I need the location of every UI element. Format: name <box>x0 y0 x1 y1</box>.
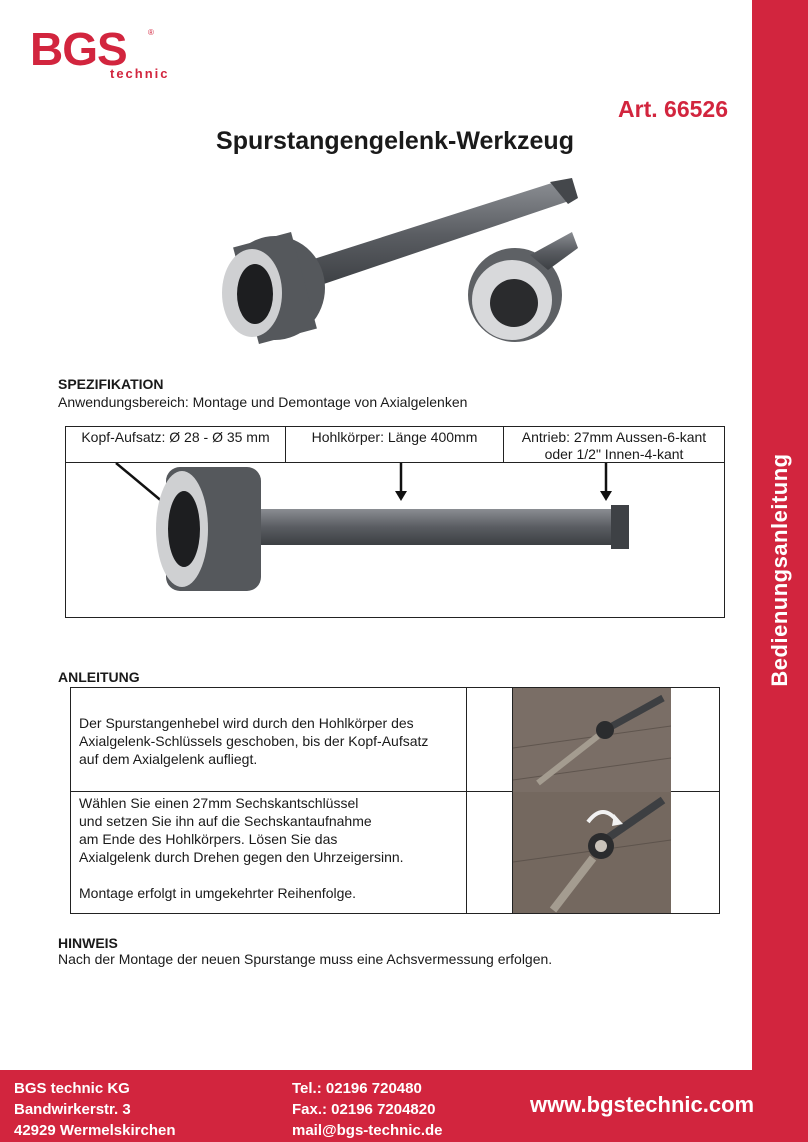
logo-subtext: technic <box>110 66 170 81</box>
step-2-line-2: und setzen Sie ihn auf die Sechskantaufnahme <box>79 813 372 829</box>
registered-mark: ® <box>148 28 154 37</box>
footer-website-link[interactable]: www.bgstechnic.com <box>530 1092 755 1117</box>
footer-city: 42929 Wermelskirchen <box>14 1122 176 1139</box>
instruction-step-2 <box>71 792 467 913</box>
step-2-line-1: Wählen Sie einen 27mm Sechskantschlüssel <box>79 795 359 811</box>
sidebar-label: Bedienungsanleitung <box>767 453 792 687</box>
step-1-line-2: Axialgelenk-Schlüssels geschoben, bis der Kopf-Aufsatz <box>79 733 429 749</box>
spec-table <box>65 426 725 618</box>
spacer-cell <box>671 688 719 792</box>
article-number: Art. 66526 <box>618 96 728 122</box>
note-text: Nach der Montage der neuen Spurstange muss eine Achsvermessung erfolgen. <box>58 951 553 967</box>
footer-fax: Fax.: 02196 7204820 <box>292 1101 436 1118</box>
brand-logo <box>30 22 170 84</box>
step-2-line-6: Montage erfolgt in umgekehrter Reihenfolge. <box>79 885 357 901</box>
step-1-line-3: auf dem Axialgelenk aufliegt. <box>79 751 258 767</box>
logo-text: BGS <box>30 23 127 75</box>
instruction-step-1 <box>71 688 467 792</box>
step-1-photo <box>513 688 671 792</box>
spec-length-text: Hohlkörper: Länge 400mm <box>311 429 478 445</box>
footer-mail[interactable]: mail@bgs-technic.de <box>292 1122 443 1139</box>
page-title: Spurstangengelenk-Werkzeug <box>216 127 574 155</box>
footer-tel: Tel.: 02196 720480 <box>292 1080 422 1097</box>
step-1-line-1: Der Spurstangenhebel wird durch den Hohlkörper des <box>79 715 414 731</box>
note-heading: HINWEIS <box>58 935 118 951</box>
footer-company: BGS technic KG <box>14 1080 130 1097</box>
spec-drive-line2: oder 1/2" Innen-4-kant <box>544 446 684 462</box>
spec-drive <box>504 427 724 463</box>
step-2-line-4: Axialgelenk durch Drehen gegen den Uhrzeigersinn. <box>79 849 404 865</box>
sidebar-band <box>752 0 808 1070</box>
spec-drive-line1: Antrieb: 27mm Aussen-6-kant <box>521 429 707 445</box>
step-2-photo <box>513 792 671 913</box>
instructions-heading: ANLEITUNG <box>58 669 140 685</box>
product-image <box>200 170 580 350</box>
spec-usage: Anwendungsbereich: Montage und Demontage von Axialgelenken <box>58 394 468 410</box>
pointer-arrow-head <box>116 463 164 503</box>
spec-head-size <box>66 427 286 463</box>
footer <box>0 1070 808 1142</box>
spacer-cell <box>467 688 513 792</box>
spacer-cell <box>467 792 513 913</box>
footer-street: Bandwirkerstr. 3 <box>14 1101 131 1118</box>
step-2-line-3: am Ende des Hohlkörpers. Lösen Sie das <box>79 831 338 847</box>
spec-size-text: Kopf-Aufsatz: Ø 28 - Ø 35 mm <box>81 429 270 445</box>
spec-heading: SPEZIFIKATION <box>58 376 164 392</box>
spec-tool-image <box>66 463 724 617</box>
instructions-table <box>70 687 720 914</box>
spec-body-length <box>286 427 504 463</box>
